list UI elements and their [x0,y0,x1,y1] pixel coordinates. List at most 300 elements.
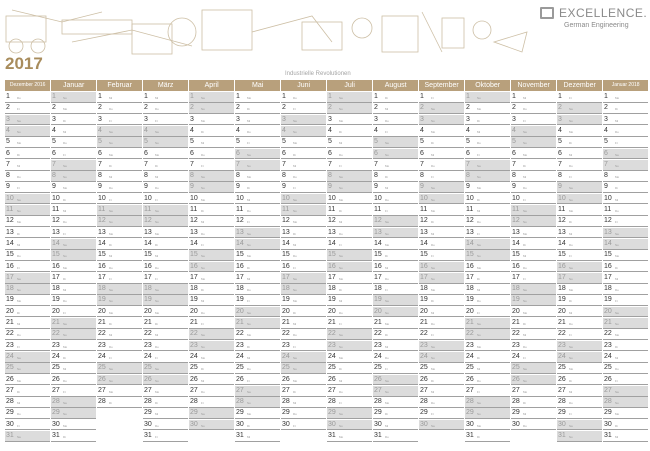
day-cell [143,397,188,408]
weekday-label: Mi [569,310,573,315]
weekday-label: Mi [431,152,435,157]
day-cell [557,239,602,250]
weekday-label: Sa [63,163,67,168]
day-cell [189,92,234,103]
weekday-label: Mi [109,175,113,180]
day-number: 4 [190,126,194,134]
weekday-label: Mo [155,231,160,236]
day-number: 1 [98,93,102,100]
day-cell [373,160,418,171]
weekday-label: Fr [523,355,526,360]
day-cell [143,329,188,340]
day-cell [51,341,96,352]
day-number: 28 [558,398,566,406]
day-number: 27 [604,386,612,394]
weekday-label: Do [109,107,113,112]
weekday-label: Mo [569,367,574,372]
day-cell [189,273,234,284]
day-cell [419,318,464,329]
day-number: 17 [328,273,336,281]
weekday-label: Sa [247,231,251,236]
day-number: 3 [512,115,516,123]
day-number: 5 [512,138,516,146]
day-cell [419,262,464,273]
weekday-label: Mi [63,209,67,213]
day-number: 18 [558,285,566,293]
day-number: 22 [604,330,612,338]
day-cell [511,160,556,171]
day-cell [419,386,464,397]
weekday-label: So [201,186,205,191]
weekday-label: Mo [293,141,298,146]
weekday-label: Mi [477,129,481,134]
day-cell [327,352,372,363]
day-cell [603,160,648,171]
weekday-label: Mo [477,265,482,270]
weekday-label: So [63,175,67,180]
weekday-label: Fr [569,333,572,338]
weekday-label: So [63,254,67,259]
weekday-label: Fr [477,389,480,394]
day-cell [419,295,464,306]
day-number: 5 [98,138,102,146]
day-number: 16 [144,262,152,270]
day-cell [603,386,648,397]
day-cell [419,363,464,374]
weekday-label: Do [477,141,481,146]
day-number: 10 [6,194,14,202]
weekday-label: Di [201,209,204,213]
day-cell [5,160,50,171]
day-number: 5 [144,138,148,146]
day-number: 7 [52,160,56,168]
day-cell [97,284,142,295]
day-number: 25 [466,364,474,372]
day-number: 23 [190,341,198,349]
day-number: 20 [52,307,60,315]
day-number: 25 [604,364,612,372]
weekday-label: Mi [155,254,159,259]
day-number: 26 [6,375,14,383]
day-cell [97,352,142,363]
day-number: 21 [282,319,290,326]
day-cell [557,295,602,306]
day-number: 19 [282,296,290,304]
day-cell [51,205,96,216]
weekday-label: So [339,265,343,270]
day-number: 6 [328,149,332,157]
weekday-label: Mi [201,299,205,304]
day-number: 28 [466,398,474,406]
day-cell [189,420,234,431]
day-cell [5,126,50,137]
weekday-label: Mo [63,344,68,349]
weekday-label: Di [63,276,66,281]
day-cell [373,115,418,126]
day-number: 5 [328,138,332,146]
day-number: 6 [604,149,608,157]
day-number: 9 [512,183,516,191]
day-cell [327,363,372,374]
weekday-label: So [339,186,343,191]
weekday-label: Mo [523,310,528,315]
weekday-label: Mo [477,344,482,349]
weekday-label: Sa [477,163,481,168]
day-cell [327,408,372,419]
day-cell [327,273,372,284]
day-cell [235,273,280,284]
weekday-label: Fr [385,129,388,134]
day-cell [5,182,50,193]
day-number: 8 [328,172,332,180]
day-cell [51,295,96,306]
day-cell [97,375,142,386]
day-number: 4 [512,126,516,134]
day-cell [327,262,372,273]
day-cell [465,318,510,329]
day-number: 4 [558,126,562,134]
weekday-label: Sa [155,209,159,213]
day-cell [5,262,50,273]
day-cell [235,284,280,295]
day-number: 18 [512,285,520,293]
day-cell [235,115,280,126]
day-cell [51,92,96,103]
weekday-label: Mo [339,118,344,123]
weekday-label: Fr [615,299,618,304]
day-cell [51,273,96,284]
day-number: 17 [52,273,60,281]
weekday-label: Sa [201,175,205,180]
day-number: 25 [190,364,198,372]
day-number: 26 [420,375,428,383]
day-cell [603,375,648,386]
day-cell [143,92,188,103]
weekday-label: Fr [293,423,296,428]
day-cell [143,205,188,216]
weekday-label: Do [293,412,297,417]
day-cell [557,318,602,329]
day-cell [235,318,280,329]
day-cell [603,228,648,239]
day-cell [51,115,96,126]
day-cell [189,160,234,171]
weekday-label: Di [339,288,342,293]
day-cell [511,341,556,352]
weekday-label: Sa [523,288,527,293]
weekday-label: Sa [109,209,113,213]
weekday-label: Sa [615,310,619,315]
day-number: 22 [374,330,382,338]
day-cell [281,318,326,329]
day-cell [511,284,556,295]
weekday-label: Di [247,344,250,349]
day-cell [603,182,648,193]
day-number: 21 [236,319,244,326]
day-number: 8 [374,172,378,180]
day-number: 27 [466,386,474,394]
day-cell [189,295,234,306]
day-number: 14 [374,239,382,247]
weekday-label: Mo [385,242,390,247]
day-number: 27 [328,386,336,394]
day-cell [51,431,96,442]
day-number: 28 [190,398,198,406]
day-number: 27 [236,386,244,394]
day-number: 17 [282,273,290,281]
day-number: 13 [558,228,566,236]
weekday-label: So [431,118,435,123]
day-cell [97,307,142,318]
day-cell [51,363,96,374]
day-number: 29 [512,409,520,417]
day-cell [143,160,188,171]
day-cell [603,295,648,306]
day-number: 17 [420,273,428,281]
weekday-label: Di [431,220,434,225]
weekday-label: Sa [477,401,481,406]
weekday-label: Di [615,107,618,112]
day-cell [419,194,464,205]
weekday-label: Sa [569,423,573,428]
day-number: 3 [98,115,102,123]
day-cell [557,103,602,114]
weekday-label: Mo [569,209,574,213]
weekday-label: Mo [615,96,620,100]
day-cell [557,408,602,419]
weekday-label: Mi [293,322,297,326]
day-number: 6 [466,149,470,157]
day-number: 19 [52,296,60,304]
day-number: 18 [236,285,244,293]
day-number: 24 [98,352,106,360]
day-number: 26 [558,375,566,383]
weekday-label: So [247,401,251,406]
day-cell [281,205,326,216]
weekday-label: So [385,231,389,236]
day-cell [281,295,326,306]
weekday-label: Fr [615,378,618,383]
day-number: 21 [512,319,520,326]
weekday-label: Do [523,423,527,428]
day-number: 17 [558,273,566,281]
weekday-label: Mi [247,435,251,439]
weekday-label: Di [385,175,388,180]
day-cell [5,137,50,148]
weekday-label: So [523,141,527,146]
day-cell [373,262,418,273]
day-number: 27 [52,386,60,394]
day-cell [327,103,372,114]
day-number: 25 [52,364,60,372]
day-cell [373,216,418,227]
day-cell [5,171,50,182]
day-number: 17 [190,273,198,281]
day-cell [189,250,234,261]
weekday-label: Mi [63,129,67,134]
day-number: 14 [604,239,612,247]
day-number: 13 [52,228,60,236]
day-number: 26 [52,375,60,383]
weekday-label: Mi [569,231,573,236]
day-number: 15 [190,251,198,259]
day-number: 30 [236,420,244,428]
weekday-label: Mo [385,322,390,326]
day-number: 11 [282,206,290,213]
day-number: 26 [374,375,382,383]
weekday-label: Do [569,163,573,168]
day-cell [97,182,142,193]
day-number: 7 [6,160,10,168]
weekday-label: So [569,197,573,202]
weekday-label: Mi [477,367,481,372]
day-cell [557,341,602,352]
day-cell [603,239,648,250]
day-number: 8 [98,172,102,180]
day-cell [419,126,464,137]
day-number: 1 [236,93,240,100]
day-cell [511,307,556,318]
day-number: 11 [328,206,336,213]
day-number: 19 [420,296,428,304]
day-cell [419,137,464,148]
weekday-label: Mo [431,288,436,293]
day-number: 8 [236,172,240,180]
month-header: August [373,80,418,91]
weekday-label: Sa [569,344,573,349]
day-number: 31 [52,432,60,439]
weekday-label: Di [63,355,66,360]
weekday-label: So [17,129,21,134]
weekday-label: So [109,141,113,146]
day-cell [235,262,280,273]
weekday-label: Mo [155,152,160,157]
day-cell [419,115,464,126]
weekday-label: Fr [477,152,480,157]
day-number: 9 [282,183,286,191]
weekday-label: Mi [293,242,297,247]
day-cell [557,363,602,374]
weekday-label: Sa [615,389,619,394]
day-number: 25 [236,364,244,372]
weekday-label: So [63,412,67,417]
day-cell [327,420,372,431]
weekday-label: So [477,412,481,417]
day-cell [465,160,510,171]
day-number: 31 [236,432,244,439]
day-number: 13 [374,228,382,236]
weekday-label: Di [201,288,204,293]
day-cell [373,92,418,103]
day-number: 29 [236,409,244,417]
day-cell [511,329,556,340]
day-cell [327,171,372,182]
day-number: 2 [512,104,516,112]
weekday-label: Di [109,322,112,326]
month-header: Oktober [465,80,510,91]
day-cell [465,408,510,419]
day-number: 30 [328,420,336,428]
weekday-label: Mi [615,355,619,360]
day-cell [51,318,96,329]
day-cell [5,205,50,216]
day-cell [189,205,234,216]
day-number: 4 [604,126,608,134]
day-number: 28 [52,398,60,406]
weekday-label: Do [109,265,113,270]
day-cell [557,149,602,160]
weekday-label: Do [569,401,573,406]
day-number: 26 [236,375,244,383]
day-number: 5 [52,138,56,146]
day-cell [511,126,556,137]
day-number: 10 [466,194,474,202]
day-number: 25 [328,364,336,372]
day-cell [143,103,188,114]
day-cell [5,103,50,114]
day-number: 22 [328,330,336,338]
weekday-label: So [247,163,251,168]
weekday-label: Do [339,231,343,236]
day-cell [51,386,96,397]
weekday-label: Mo [477,107,482,112]
weekday-label: Mo [339,276,344,281]
day-number: 13 [420,228,428,236]
day-number: 5 [374,138,378,146]
weekday-label: So [569,276,573,281]
day-number: 7 [98,160,102,168]
day-cell [97,250,142,261]
weekday-label: Fr [247,299,250,304]
weekday-label: Fr [477,231,480,236]
day-cell [511,262,556,273]
weekday-label: Fr [569,96,572,100]
day-number: 23 [466,341,474,349]
weekday-label: Mi [385,265,389,270]
day-number: 18 [190,285,198,293]
weekday-label: Sa [339,254,343,259]
day-cell [189,137,234,148]
weekday-label: Mi [155,333,159,338]
day-number: 13 [190,228,198,236]
day-cell [511,205,556,216]
day-cell [143,194,188,205]
weekday-label: So [339,107,343,112]
day-number: 25 [558,364,566,372]
day-cell [511,171,556,182]
day-number: 2 [282,104,286,112]
weekday-label: Di [569,299,572,304]
weekday-label: Do [247,288,251,293]
weekday-label: Mi [17,401,21,406]
day-number: 9 [6,183,10,191]
day-number: 17 [98,273,106,281]
day-number: 8 [52,172,56,180]
day-number: 6 [52,149,56,157]
weekday-label: Fr [431,412,434,417]
weekday-label: Mi [523,254,527,259]
weekday-label: Fr [109,276,112,281]
day-cell [511,295,556,306]
weekday-label: Sa [109,367,113,372]
day-cell [143,149,188,160]
weekday-label: So [615,242,619,247]
weekday-label: So [569,355,573,360]
day-number: 20 [604,307,612,315]
day-number: 21 [52,319,60,326]
weekday-label: Fr [523,276,526,281]
weekday-label: Mo [109,389,114,394]
